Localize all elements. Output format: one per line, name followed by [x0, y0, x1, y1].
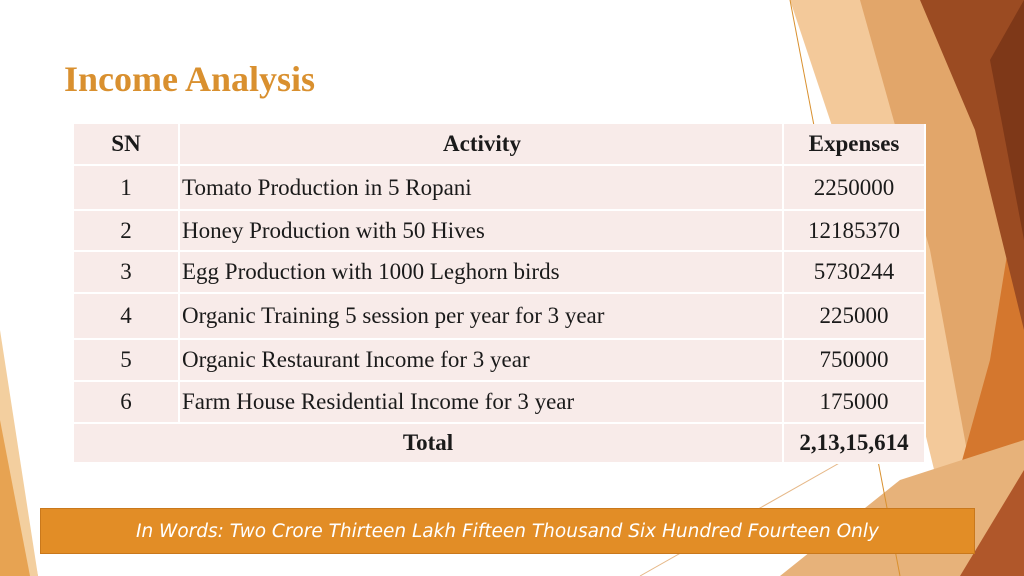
- cell-sn: 1: [74, 166, 180, 211]
- header-expenses: Expenses: [784, 124, 926, 166]
- cell-sn: 6: [74, 382, 180, 424]
- header-sn: SN: [74, 124, 180, 166]
- cell-sn: 5: [74, 340, 180, 382]
- cell-sn: 4: [74, 294, 180, 340]
- cell-expenses: 225000: [784, 294, 926, 340]
- table-row: [74, 340, 926, 382]
- header-activity: Activity: [180, 124, 784, 166]
- cell-expenses: 12185370: [784, 211, 926, 252]
- table-row: [74, 382, 926, 424]
- table-row: [74, 166, 926, 211]
- total-value: 2,13,15,614: [784, 424, 926, 464]
- total-label: Total: [74, 424, 784, 464]
- table-total-row: [74, 424, 926, 464]
- cell-activity: Tomato Production in 5 Ropani: [180, 166, 784, 211]
- table-header-row: [74, 124, 926, 166]
- table-row: [74, 294, 926, 340]
- cell-activity: Egg Production with 1000 Leghorn birds: [180, 252, 784, 294]
- cell-expenses: 2250000: [784, 166, 926, 211]
- table-row: [74, 211, 926, 252]
- cell-expenses: 750000: [784, 340, 926, 382]
- cell-activity: Organic Training 5 session per year for 3 year: [180, 294, 784, 340]
- cell-activity: Farm House Residential Income for 3 year: [180, 382, 784, 424]
- cell-expenses: 175000: [784, 382, 926, 424]
- income-table: [74, 124, 926, 464]
- amount-in-words-banner: [40, 508, 975, 554]
- page-title: Income Analysis: [64, 59, 316, 99]
- cell-sn: 2: [74, 211, 180, 252]
- amount-in-words-text: In Words: Two Crore Thirteen Lakh Fifteen Thousand Six Hundred Fourteen Only: [136, 520, 879, 542]
- cell-activity: Organic Restaurant Income for 3 year: [180, 340, 784, 382]
- table-row: [74, 252, 926, 294]
- cell-sn: 3: [74, 252, 180, 294]
- cell-expenses: 5730244: [784, 252, 926, 294]
- cell-activity: Honey Production with 50 Hives: [180, 211, 784, 252]
